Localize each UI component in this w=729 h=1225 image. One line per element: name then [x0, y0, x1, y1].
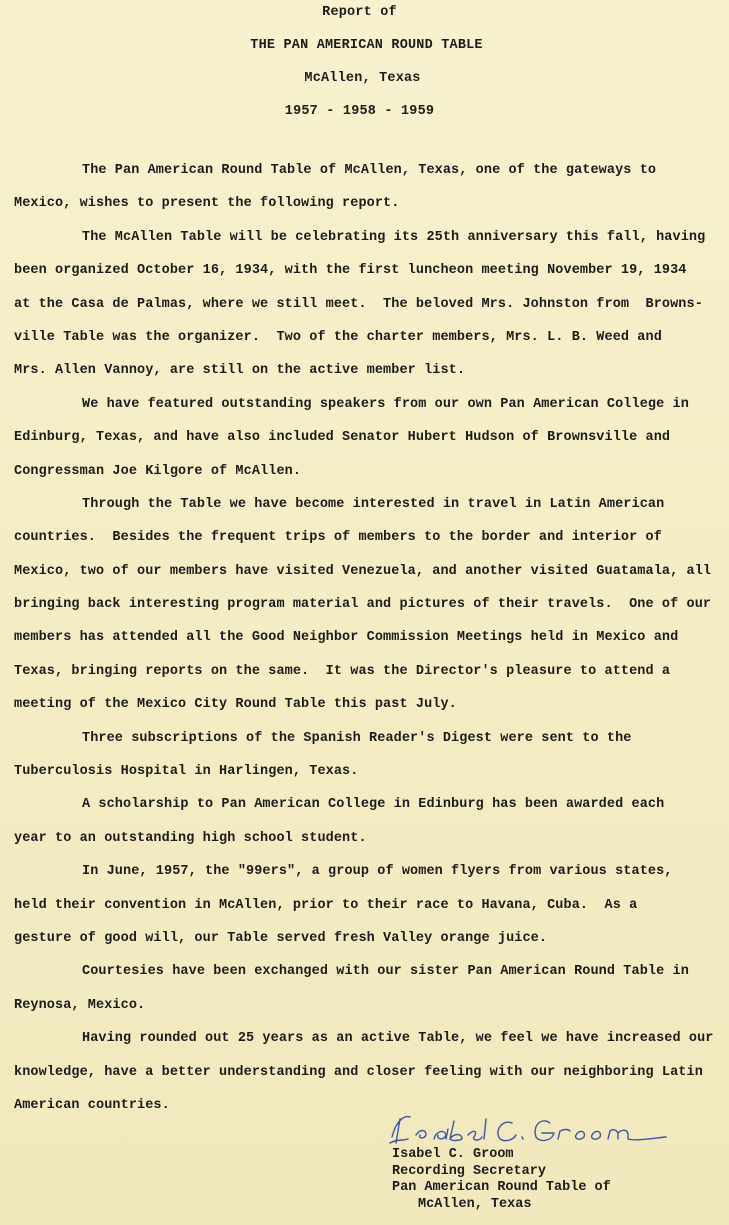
signer-city: McAllen, Texas — [418, 1196, 532, 1212]
body-line: Reynosa, Mexico. — [14, 997, 146, 1013]
body-line: Mexico, wishes to present the following report. — [14, 196, 400, 212]
body-line: Edinburg, Texas, and have also included Senator Hubert Hudson of Brownsville and — [14, 430, 671, 446]
body-line: American countries. — [14, 1097, 170, 1113]
body-line: Mrs. Allen Vannoy, are still on the active member list. — [14, 363, 466, 379]
years-line: 1957 - 1958 - 1959 — [284, 104, 435, 119]
location-line: McAllen, Texas — [304, 71, 421, 86]
signer-title: Recording Secretary — [392, 1163, 546, 1179]
body-line: ville Table was the organizer. Two of the charter members, Mrs. L. B. Weed and — [14, 329, 662, 345]
body-line: knowledge, have a better understanding and closer feeling with our neighboring Latin — [14, 1064, 703, 1080]
body-line: at the Casa de Palmas, where we still meet. The beloved Mrs. Johnston from Browns- — [14, 296, 703, 312]
body-line: Having rounded out 25 years as an active Table, we feel we have increased our — [82, 1031, 714, 1047]
body-line: Tuberculosis Hospital in Harlingen, Texas. — [14, 764, 359, 780]
body-line: Mexico, two of our members have visited Venezuela, and another visited Guatamala, all — [14, 563, 712, 579]
body-line: A scholarship to Pan American College in Edinburg has been awarded each — [82, 797, 665, 813]
body-line: year to an outstanding high school student. — [14, 830, 367, 846]
signer-name: Isabel C. Groom — [392, 1147, 514, 1162]
body-line: Texas, bringing reports on the same. It was the Director's pleasure to attend a — [14, 663, 671, 679]
body-line: gesture of good will, our Table served fresh Valley orange juice. — [14, 930, 548, 946]
body-line: We have featured outstanding speakers from our own Pan American College in — [82, 396, 689, 412]
body-line: meeting of the Mexico City Round Table this past July. — [14, 697, 457, 713]
signer-organization: Pan American Round Table of — [392, 1180, 611, 1195]
body-line: Through the Table we have become interested in travel in Latin American — [82, 496, 665, 512]
organization-title: THE PAN AMERICAN ROUND TABLE — [250, 38, 483, 53]
signature-block — [392, 1147, 611, 1213]
body-line: bringing back interesting program material and pictures of their travels. One of our — [14, 597, 712, 613]
body-line: Three subscriptions of the Spanish Reader's Digest were sent to the — [82, 730, 632, 746]
body-line: The Pan American Round Table of McAllen, Texas, one of the gateways to — [82, 163, 657, 178]
body-line: members has attended all the Good Neighbor Commission Meetings held in Mexico and — [14, 630, 679, 646]
report-of-line: Report of — [322, 5, 397, 20]
body-line: countries. Besides the frequent trips of members to the border and interior of — [14, 530, 662, 546]
body-line: held their convention in McAllen, prior to their race to Havana, Cuba. As a — [14, 897, 638, 913]
body-line: Courtesies have been exchanged with our sister Pan American Round Table in — [82, 964, 689, 980]
body-line: In June, 1957, the "99ers", a group of women flyers from various states, — [82, 864, 673, 880]
body-line: The McAllen Table will be celebrating its 25th anniversary this fall, having — [82, 229, 706, 245]
report-body — [14, 154, 714, 1122]
body-line: Congressman Joe Kilgore of McAllen. — [14, 463, 302, 479]
handwritten-signature — [386, 1109, 676, 1149]
body-line: been organized October 16, 1934, with the first luncheon meeting November 19, 1934 — [14, 263, 687, 279]
